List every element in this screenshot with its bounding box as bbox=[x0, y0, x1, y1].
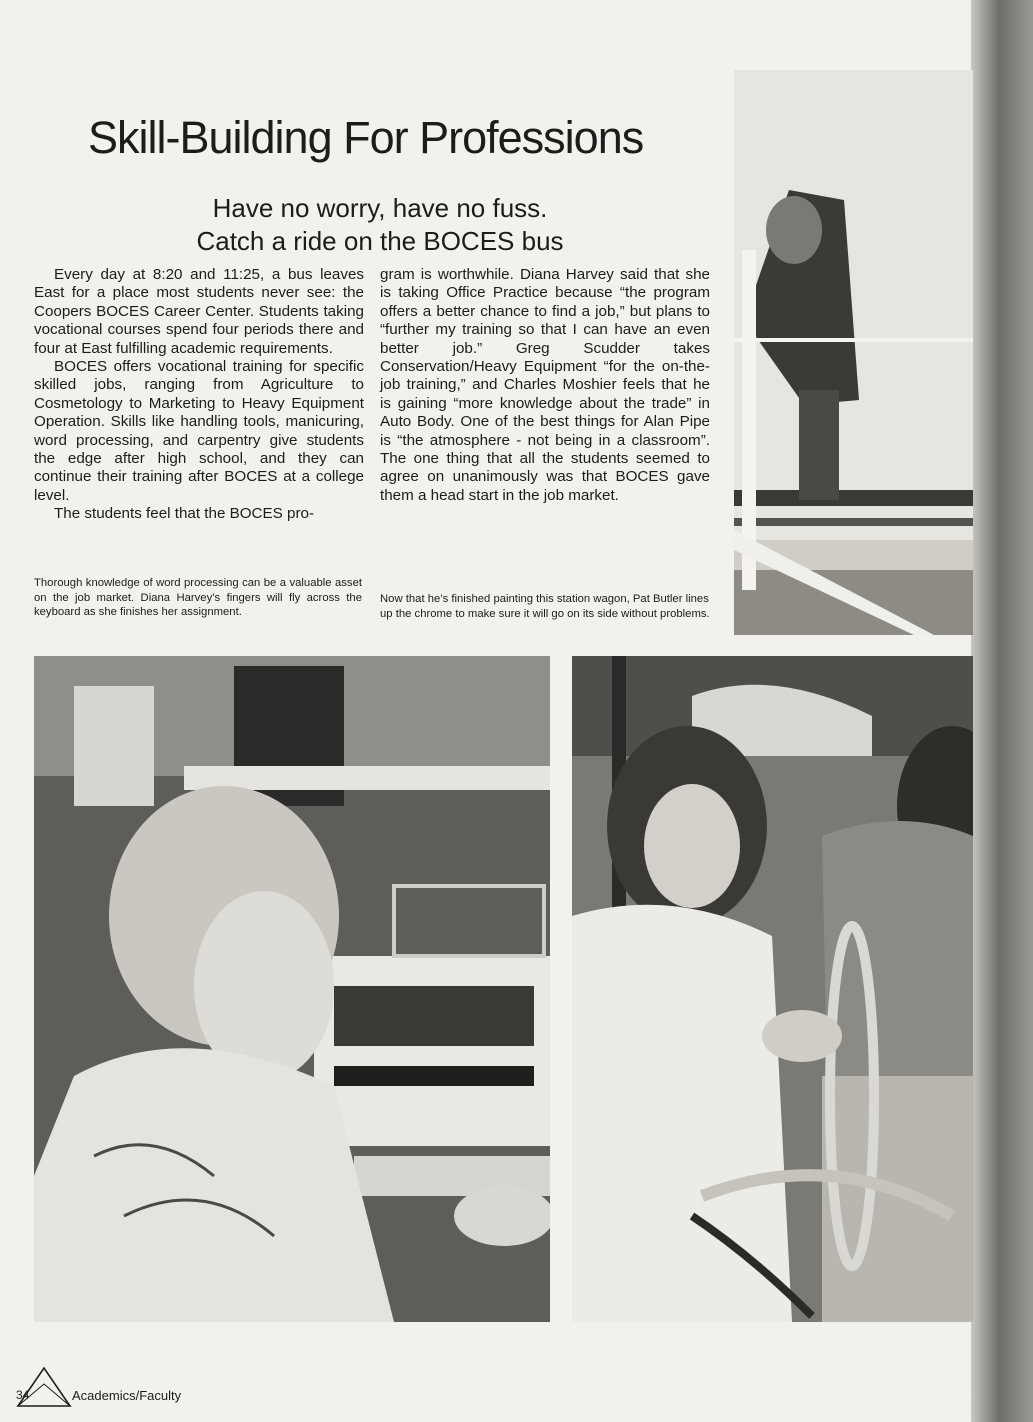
photo-word-processing bbox=[34, 656, 550, 1322]
photo-caption-left: Thorough knowledge of word processing can be a valuable asset on the job market. Diana Harvey’s fingers will fly across the keyboard as she finishes her assignment. bbox=[34, 577, 362, 618]
paragraph: BOCES offers vocational training for specific skilled jobs, ranging from Agriculture to Cosmetology to Marketing to Heavy Equipment Operation. Skills like handling tools, manicuring, word processing, and carpentry give students the edge after high school, and they can continue their training after BOCES at a college level. bbox=[34, 358, 364, 504]
page-footer bbox=[14, 1362, 274, 1408]
page-number: 34 bbox=[16, 1388, 30, 1402]
page-title: Skill-Building For Professions bbox=[88, 112, 644, 163]
page-binding-edge bbox=[971, 0, 1033, 1422]
paragraph: Every day at 8:20 and 11:25, a bus leaves East for a place most students never see: the Coopers BOCES Career Center. Students taking vocational courses spend four periods there and four at East fulfilling academic requirements. bbox=[34, 266, 364, 357]
subtitle-line-1: Have no worry, have no fuss. bbox=[212, 193, 548, 223]
photo-auto-body bbox=[572, 656, 973, 1322]
article-column-right bbox=[380, 266, 710, 505]
article-column-left bbox=[34, 266, 364, 524]
subtitle-line-2: Catch a ride on the BOCES bus bbox=[196, 226, 564, 256]
page-subtitle bbox=[100, 192, 660, 258]
paragraph: The students feel that the BOCES pro- bbox=[54, 505, 315, 523]
section-label: Academics/Faculty bbox=[72, 1388, 182, 1403]
photo-scaffolding bbox=[734, 70, 973, 635]
paragraph: gram is worthwhile. Diana Harvey said that she is taking Office Practice because “the program offers a better chance to find a job,” but plans to “further my training so that I can have an even better job.” Greg Scudder takes Conservation/Heavy Equipment “for the on-the-job training,” and Charles Moshier feels that he is gaining “more knowledge about the trade” in Auto Body. One of the best things for Alan Pipe is “the atmosphere - not being in a classroom”. The one thing that all the students seemed to agree on unanimously was that BOCES gave them a head start in the job market. bbox=[380, 266, 710, 504]
photo-caption-right: Now that he’s finished painting this station wagon, Pat Butler lines up the chrome to make sure it will go on its side without problems. bbox=[380, 593, 710, 620]
